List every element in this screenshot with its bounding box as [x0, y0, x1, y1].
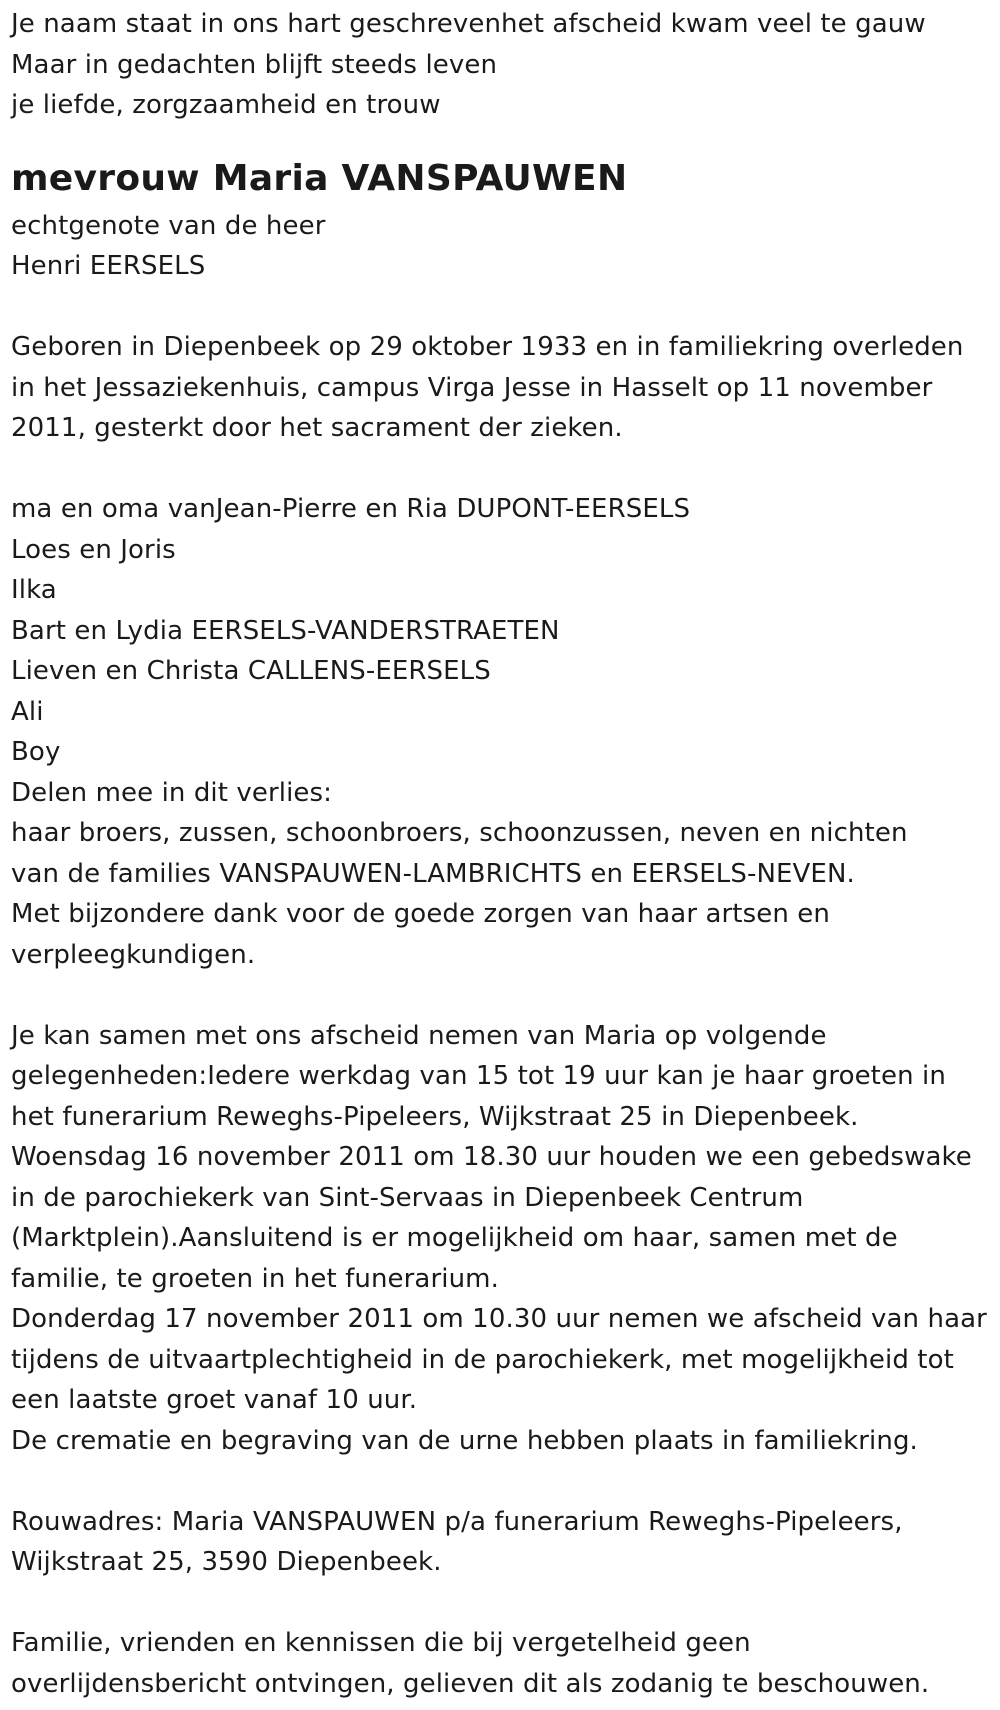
- text-line: 2011, gesterkt door het sacrament der zieken.: [11, 413, 623, 443]
- ceremony-line: een laatste groet vanaf 10 uur.: [11, 1385, 418, 1415]
- closing-line: overlijdensbericht ontvingen, gelieven dit als zodanig te beschouwen.: [11, 1668, 930, 1699]
- poem-line: Maar in gedachten blijft steeds leven: [11, 49, 498, 80]
- ceremony-paragraph: [11, 1016, 1000, 1462]
- ceremony-line: Donderdag 17 november 2011 om 10.30 uur nemen we afscheid van haar: [11, 1304, 987, 1334]
- ceremony-line: Je kan samen met ons afscheid nemen van Maria op volgende: [11, 1020, 827, 1051]
- ceremony-line: (Marktplein).Aansluitend is er mogelijkheid om haar, samen met de: [11, 1223, 898, 1253]
- family-line: Delen mee in dit verlies:: [11, 777, 333, 808]
- spacer: [11, 975, 1000, 1016]
- ceremony-line: familie, te groeten in het funerarium.: [11, 1263, 499, 1294]
- mourning-address: [11, 1502, 1000, 1583]
- ceremony-line: Woensdag 16 november 2011 om 18.30 uur houden we een gebedswake: [11, 1142, 972, 1172]
- family-line: Boy: [11, 737, 61, 767]
- ceremony-line: in de parochiekerk van Sint-Servaas in Diepenbeek Centrum: [11, 1182, 804, 1213]
- spouse-name: Henri EERSELS: [11, 251, 206, 281]
- text-line: in het Jessaziekenhuis, campus Virga Jesse in Hasselt op 11 november: [11, 372, 933, 403]
- family-line: Ali: [11, 696, 44, 727]
- family-line: Lieven en Christa CALLENS-EERSELS: [11, 656, 491, 686]
- family-line: Ilka: [11, 575, 57, 605]
- spacer: [11, 287, 1000, 328]
- family-line: ma en oma vanJean-Pierre en Ria DUPONT-EERSELS: [11, 494, 691, 524]
- poem-line: Je naam staat in ons hart geschrevenhet afscheid kwam veel te gauw: [11, 9, 926, 39]
- spacer: [11, 449, 1000, 490]
- spacer: [11, 1461, 1000, 1502]
- family-line: Met bijzondere dank voor de goede zorgen van haar artsen en: [11, 899, 830, 929]
- relation-text: echtgenote van de heer: [11, 210, 326, 241]
- ceremony-line: tijdens de uitvaartplechtigheid in de parochiekerk, met mogelijkheid tot: [11, 1344, 954, 1375]
- text-line: Geboren in Diepenbeek op 29 oktober 1933 en in familiekring overleden: [11, 332, 964, 362]
- family-line: Loes en Joris: [11, 534, 176, 565]
- ceremony-line: het funerarium Reweghs-Pipeleers, Wijkstraat 25 in Diepenbeek.: [11, 1101, 859, 1132]
- closing-note: [11, 1623, 1000, 1704]
- family-list: [11, 489, 1000, 975]
- family-line: verpleegkundigen.: [11, 939, 256, 970]
- address-line: Rouwadres: Maria VANSPAUWEN p/a funerarium Reweghs-Pipeleers,: [11, 1506, 903, 1537]
- closing-line: Familie, vrienden en kennissen die bij vergetelheid geen: [11, 1628, 751, 1658]
- ceremony-line: De crematie en begraving van de urne hebben plaats in familiekring.: [11, 1425, 918, 1456]
- poem-line: je liefde, zorgzaamheid en trouw: [11, 90, 441, 120]
- address-line: Wijkstraat 25, 3590 Diepenbeek.: [11, 1547, 442, 1577]
- ceremony-line: gelegenheden:Iedere werkdag van 15 tot 19 uur kan je haar groeten in: [11, 1061, 946, 1091]
- poem: [11, 4, 1000, 126]
- family-line: haar broers, zussen, schoonbroers, schoonzussen, neven en nichten: [11, 818, 908, 848]
- family-line: van de families VANSPAUWEN-LAMBRICHTS en EERSELS-NEVEN.: [11, 858, 855, 889]
- spacer: [11, 1583, 1000, 1624]
- deceased-name: mevrouw Maria VANSPAUWEN: [11, 157, 628, 199]
- birth-death-paragraph: [11, 327, 1000, 449]
- family-line: Bart en Lydia EERSELS-VANDERSTRAETEN: [11, 615, 560, 646]
